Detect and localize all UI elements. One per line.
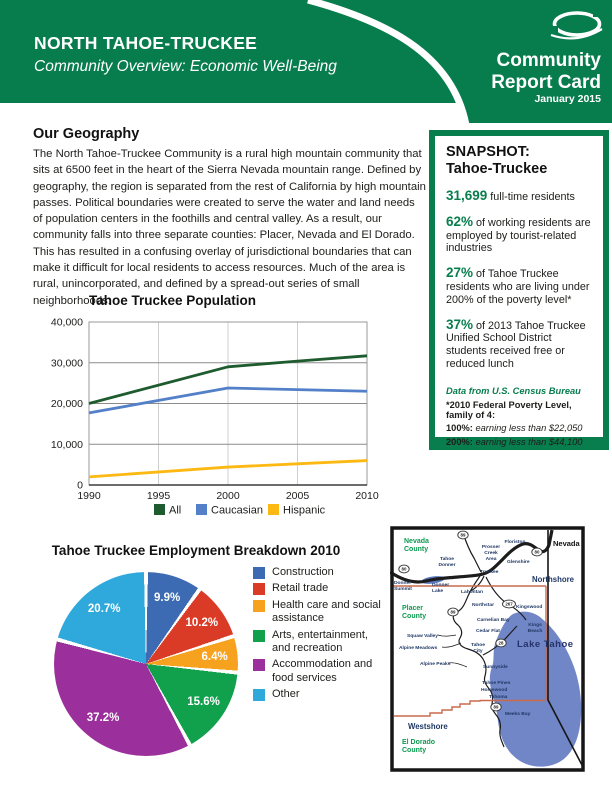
brand-line2: Report Card [491, 71, 601, 93]
snapshot-box [429, 130, 609, 450]
pie-slice-label: 20.7% [87, 603, 121, 616]
map-label: Alpine Meadows [399, 646, 438, 651]
map-label: Kings [528, 623, 542, 628]
x-tick-label: 1990 [77, 490, 101, 502]
highway-shield-number: 80 [401, 566, 407, 572]
map-label: Donner [394, 581, 412, 586]
legend-swatch [253, 567, 265, 579]
map-label: Northshore [532, 575, 575, 584]
map-label: Alpine Peaks [420, 662, 451, 667]
map-label: Donner [438, 563, 456, 568]
map-label: Creek [484, 551, 498, 556]
map-label: Cedar Flat [476, 629, 500, 634]
map-label: Glenshire [507, 560, 530, 565]
legend-label: Construction [272, 566, 334, 578]
snapshot-footnote-title: *2010 Federal Poverty Level, family of 4: [446, 399, 572, 420]
highway-shield-number: 80 [534, 549, 540, 555]
map-label: Sunnyside [483, 665, 508, 670]
map-label: Tahoma [489, 695, 508, 700]
map-label: Tahoe [439, 557, 455, 562]
legend-swatch [253, 689, 265, 701]
snapshot-footnote-line: 200%: earning less than $44,100 [446, 436, 583, 447]
map-label: Nevada [553, 539, 580, 548]
map-label: Squaw Valley [407, 634, 438, 639]
x-tick-label: 2000 [216, 490, 240, 502]
pie-legend [253, 566, 385, 705]
map-label: El Dorado [402, 739, 436, 746]
snapshot-footnote-line: 100%: earning less than $22,050 [446, 423, 583, 434]
snapshot-title-line1: SNAPSHOT: [446, 144, 530, 160]
legend-swatch [253, 630, 265, 642]
legend-label: Other [272, 688, 300, 701]
map-label: Carnelian Bay [477, 618, 510, 623]
brand-name [491, 50, 601, 93]
map-label: Westshore [408, 722, 448, 731]
region-map [390, 526, 585, 772]
stat-value: 27% [446, 265, 474, 281]
y-tick-label: 10,000 [50, 438, 83, 451]
map-label: Nevada [404, 538, 429, 545]
geography-heading: Our Geography [33, 126, 140, 142]
x-tick-label: 2010 [355, 490, 379, 502]
map-label: Lake Tahoe [517, 639, 574, 650]
pie-legend-item [253, 688, 385, 701]
map-label: Tahoe Pines [482, 681, 511, 686]
population-line-chart [42, 291, 422, 528]
y-tick-label: 20,000 [50, 398, 83, 410]
map-label: County [402, 613, 427, 620]
legend-swatch [253, 600, 265, 612]
legend-label: Accommodation and food services [272, 658, 373, 684]
snapshot-footnotes [446, 423, 592, 447]
snapshot-source: Data from U.S. Census Bureau [446, 385, 581, 396]
highway-shield-number: 267 [505, 601, 513, 607]
highway-shield-number: 89 [460, 532, 466, 538]
legend-swatch [253, 659, 265, 671]
snapshot-stat: 31,699 full-time residents [446, 188, 575, 203]
legend-swatch [253, 583, 265, 595]
map-label: Truckee [480, 570, 499, 575]
population-chart-title: Tahoe Truckee Population [89, 293, 257, 308]
highway-shield-number: 89 [493, 704, 499, 710]
pie-slice-label: 37.2% [86, 711, 120, 724]
snapshot-stat: 37% of 2013 Tahoe Truckee Unified School District students received free or reduced lunch [446, 316, 586, 370]
stat-value: 31,699 [446, 188, 488, 203]
legend-swatch [196, 504, 207, 515]
map-label: Lake [432, 589, 444, 594]
legend-swatch [268, 504, 279, 515]
map-label: Meeks Bay [505, 712, 531, 717]
map-label: Lahontan [461, 590, 484, 595]
map-label: Summit [394, 587, 412, 592]
map-label: Beach [527, 629, 543, 634]
legend-label: Hispanic [283, 504, 326, 517]
map-label: County [404, 546, 429, 553]
map-label: Floriston [504, 540, 526, 545]
highway-shield-number: 89 [450, 609, 456, 615]
pie-slice-label: 10.2% [185, 617, 219, 630]
map-label: Northstar [472, 603, 495, 608]
map-label: Donner [432, 583, 450, 588]
pie-slice-label: 9.9% [154, 592, 181, 605]
geography-section [33, 126, 427, 309]
y-tick-label: 30,000 [50, 357, 83, 370]
stat-value: 37% [446, 316, 474, 332]
employment-chart-title: Tahoe Truckee Employment Breakdown 2010 [51, 543, 341, 558]
brand-line1: Community [496, 50, 601, 71]
y-tick-label: 40,000 [50, 316, 83, 329]
pie-graphic [54, 572, 238, 756]
highway-shield-number: 28 [498, 640, 504, 646]
map-label: Prosser [481, 545, 501, 550]
x-tick-label: 2005 [285, 490, 310, 502]
legend-label: Health care and social assistance [272, 598, 381, 625]
snapshot-stats [446, 190, 592, 371]
employment-pie-chart [54, 572, 238, 756]
geography-paragraph: The North Tahoe-Truckee Community is a rural high mountain community that sits at 6500 feet in the heart of the Sierra Nevada mountain range. Defined by geography, the region is separated from the rest of California by high mountain passes. Political boundaries were created to serve the water and land needs of population centers in the foothills and central valley. As a result, our community falls into three separate counties: Placer, Nevada and El Dorado. This has resulted in a confusing overlay of jurisdictional boundaries that can make it difficult for local residents to access resources. Much of the area is rural, unincorporated, and defined by a spread-out series of small neighborhoods. [33, 148, 426, 307]
pie-slice-label: 6.4% [201, 650, 228, 663]
legend-label: Arts, entertainment, and recreation [272, 628, 368, 655]
snapshot-stat: 27% of Tahoe Truckee residents who are living under 200% of the poverty level* [446, 265, 590, 306]
y-tick-label: 0 [77, 479, 83, 492]
legend-swatch [154, 504, 165, 515]
map-label: Area [485, 557, 497, 562]
map-label: City [473, 649, 483, 654]
legend-label: Caucasian [211, 504, 263, 517]
pie-legend-item [253, 658, 385, 685]
stat-value: 62% [446, 213, 474, 229]
map-label: Tahoe [470, 643, 486, 648]
report-subtitle: Community Overview: Economic Well-Being [34, 58, 337, 75]
pie-legend-item [253, 599, 385, 626]
issue-date: January 2015 [534, 93, 601, 105]
map-label: Homewood [481, 688, 508, 693]
x-tick-label: 1995 [146, 490, 171, 502]
pie-legend-item [253, 582, 385, 595]
report-title: NORTH TAHOE-TRUCKEE [34, 33, 258, 53]
snapshot-title-line2: Tahoe-Truckee [446, 161, 548, 177]
snapshot-title [446, 144, 592, 178]
legend-label: All [169, 504, 182, 517]
map-label: Placer [402, 605, 424, 612]
map-label: Kingswood [516, 605, 543, 610]
snapshot-stat: 62% of working residents are employed by tourist-related industries [446, 213, 591, 255]
pie-legend-item [253, 629, 385, 656]
map-label: County [402, 747, 427, 754]
legend-label: Retail trade [272, 582, 329, 595]
pie-legend-item [253, 566, 385, 579]
pie-slice-label: 15.6% [187, 696, 220, 709]
